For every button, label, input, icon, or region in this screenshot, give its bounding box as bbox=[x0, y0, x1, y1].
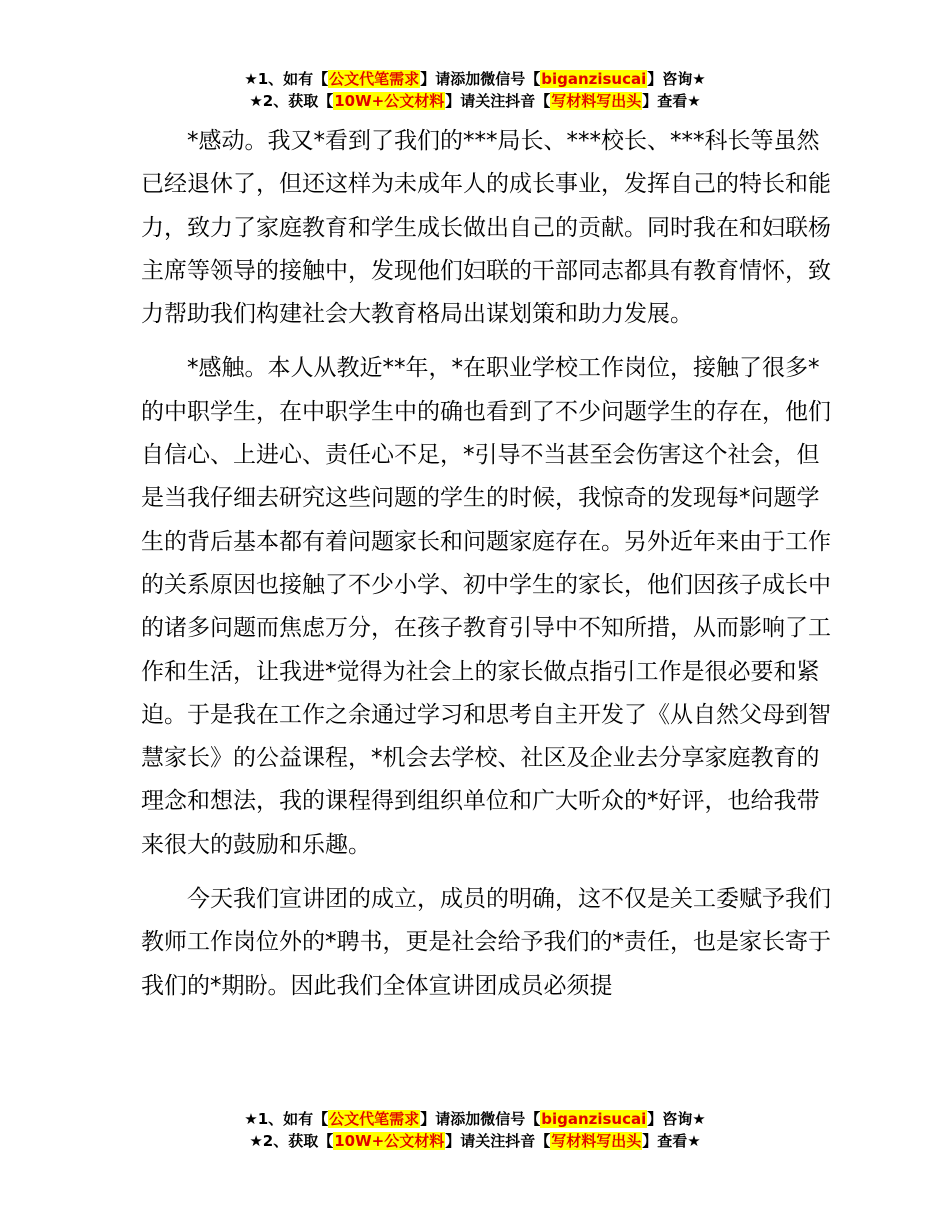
banner-highlight-service: 公文代笔需求 bbox=[329, 1110, 420, 1128]
banner-line-1 bbox=[0, 68, 950, 90]
banner-line-1-prefix: ★1、如有【 bbox=[244, 1110, 329, 1128]
banner-line-1-suffix: 】咨询★ bbox=[647, 1110, 706, 1128]
banner-line-1-middle: 】请添加微信号【 bbox=[420, 1110, 541, 1128]
paragraph-gratitude: *感动。我又*看到了我们的***局长、***校长、***科长等虽然已经退休了，但还这样为未成年人的成长事业，发挥自己的特长和能力，致力了家庭教育和学生成长做出自己的贡献。同时我在和妇联杨主席等领导的接触中，发现他们妇联的干部同志都具有教育情怀，致力帮助我们构建社会大教育格局出谋划策和助力发展。 bbox=[141, 128, 831, 328]
paragraph-establishment: 今天我们宣讲团的成立，成员的明确，这不仅是关工委赋予我们教师工作岗位外的*聘书，更是社会给予我们的*责任，也是家长寄于我们的*期盼。因此我们全体宣讲团成员必须提 bbox=[141, 886, 831, 999]
bottom-banner bbox=[0, 1108, 950, 1152]
top-banner bbox=[0, 68, 950, 112]
banner-highlight-service: 公文代笔需求 bbox=[329, 70, 420, 88]
banner-line-2-prefix: ★2、获取【 bbox=[249, 92, 334, 110]
paragraph-reflection: *感触。本人从教近**年，*在职业学校工作岗位，接触了很多*的中职学生，在中职学生中的确也看到了不少问题学生的存在，他们自信心、上进心、责任心不足，*引导不当甚至会伤害这个社会，但是当我仔细去研究这些问题的学生的时候，我惊奇的发现每*问题学生的背后基本都有着问题家长和问题家庭存在。另外近年来由于工作的关系原因也接触了不少小学、初中学生的家长，他们因孩子成长中的诸多问题而焦虑万分，在孩子教育引导中不知所措，从而影响了工作和生活，让我进*觉得为社会上的家长做点指引工作是很必要和紧迫。于是我在工作之余通过学习和思考自主开发了《从自然父母到智慧家长》的公益课程，*机会去学校、社区及企业去分享家庭教育的理念和想法，我的课程得到组织单位和广大听众的*好评，也给我带来很大的鼓励和乐趣。 bbox=[141, 355, 831, 858]
banner-line-2 bbox=[0, 90, 950, 112]
banner-line-2-middle: 】请关注抖音【 bbox=[445, 92, 551, 110]
banner-line-2-suffix: 】查看★ bbox=[642, 92, 701, 110]
banner-line-1 bbox=[0, 1108, 950, 1130]
banner-highlight-wechat-id: biganzisucai bbox=[541, 70, 647, 88]
document-body bbox=[141, 120, 841, 1008]
banner-line-2-middle: 】请关注抖音【 bbox=[445, 1132, 551, 1150]
banner-line-2 bbox=[0, 1130, 950, 1152]
banner-line-2-suffix: 】查看★ bbox=[642, 1132, 701, 1150]
banner-line-2-prefix: ★2、获取【 bbox=[249, 1132, 334, 1150]
banner-line-1-prefix: ★1、如有【 bbox=[244, 70, 329, 88]
banner-highlight-douyin: 写材料写出头 bbox=[551, 1132, 642, 1150]
banner-highlight-wechat-id: biganzisucai bbox=[541, 1110, 647, 1128]
banner-highlight-materials: 10W+公文材料 bbox=[334, 1132, 445, 1150]
banner-highlight-materials: 10W+公文材料 bbox=[334, 92, 445, 110]
banner-line-1-middle: 】请添加微信号【 bbox=[420, 70, 541, 88]
banner-highlight-douyin: 写材料写出头 bbox=[551, 92, 642, 110]
banner-line-1-suffix: 】咨询★ bbox=[647, 70, 706, 88]
